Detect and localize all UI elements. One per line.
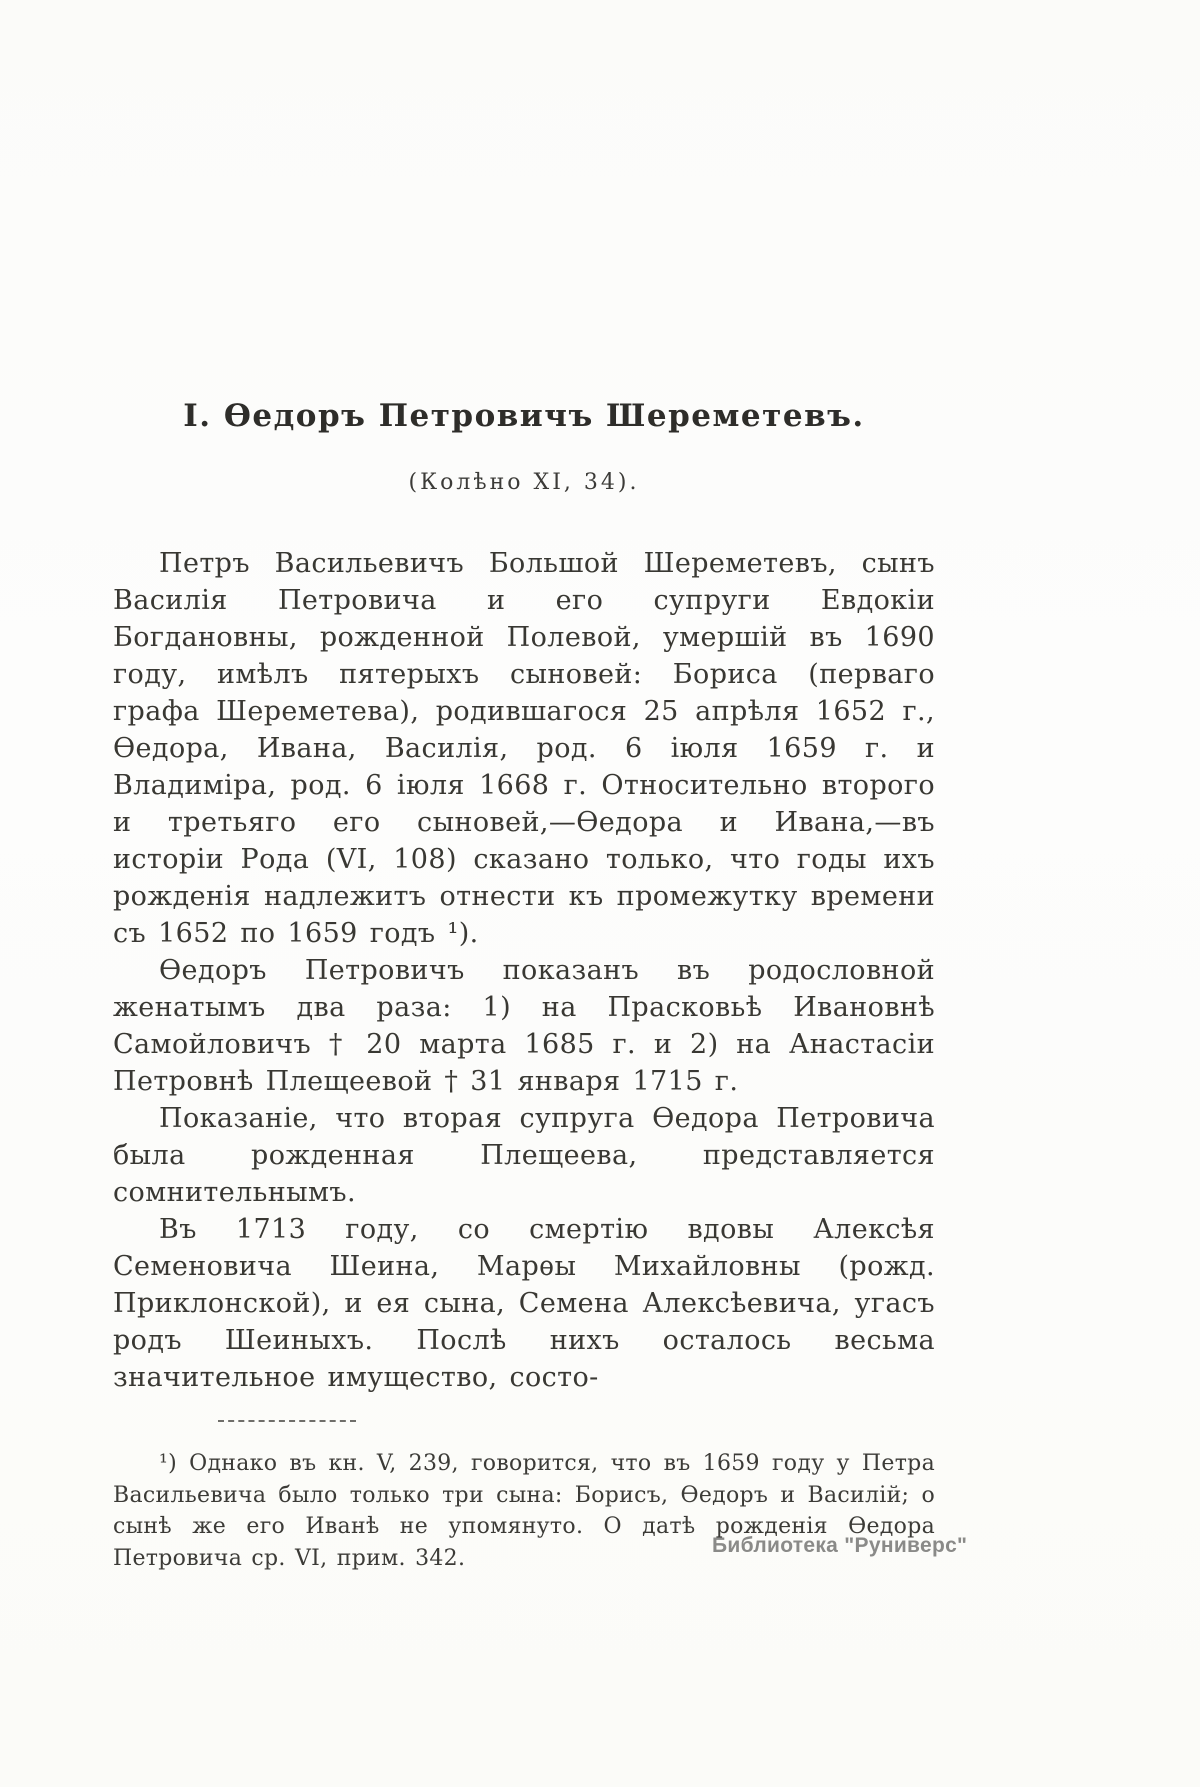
paragraph-4: Въ 1713 году, со смертію вдовы Алексѣя Семеновича Шеина, Марѳы Михайловны (рожд. Приклонской), и ея сына, Семена Алексѣевича, угасъ родъ Шеиныхъ. Послѣ нихъ осталось весьма значительное имущество, состо-: [113, 1214, 935, 1393]
chapter-subtitle: (Колѣно XI, 34).: [408, 470, 640, 495]
chapter-title: I. Ѳедоръ Петровичъ Шереметевъ.: [183, 398, 865, 434]
library-watermark: Библиотека "Руниверс": [712, 1534, 968, 1557]
paragraph-3: Показаніе, что вторая супруга Ѳедора Петровича была рожденная Плещеева, представляется сомнительнымъ.: [113, 1103, 935, 1208]
paragraph-2: Ѳедоръ Петровичъ показанъ въ родословной женатымъ два раза: 1) на Прасковьѣ Ивановнѣ Самойловичъ † 20 марта 1685 г. и 2) на Анастасіи Петровнѣ Плещеевой † 31 января 1715 г.: [113, 955, 935, 1097]
body-text: [113, 545, 935, 1396]
text-block: [113, 398, 935, 1574]
footnote-separator: [218, 1420, 356, 1422]
paragraph-1: Петръ Васильевичъ Большой Шереметевъ, сынъ Василія Петровича и его супруги Евдокіи Богдановны, рожденной Полевой, умершій въ 1690 году, имѣлъ пятерыхъ сыновей: Бориса (перваго графа Шереметева), родившагося 25 апрѣля 1652 г., Ѳедора, Ивана, Василія, род. 6 іюля 1659 г. и Владиміра, род. 6 іюля 1668 г. Относительно второго и третьяго его сыновей,—Ѳедора и Ивана,—въ исторіи Рода (VI, 108) сказано только, что годы ихъ рожденія надлежитъ отнести къ промежутку времени съ 1652 по 1659 годъ ¹).: [113, 548, 935, 949]
footnote-text: ¹) Однако въ кн. V, 239, говорится, что въ 1659 году у Петра Васильевича было только три сына: Борисъ, Ѳедоръ и Василій; о сынѣ же его Иванѣ не упомянуто. О датѣ рожденія Ѳедора Петровича ср. VI, прим. 342.: [113, 1451, 935, 1571]
